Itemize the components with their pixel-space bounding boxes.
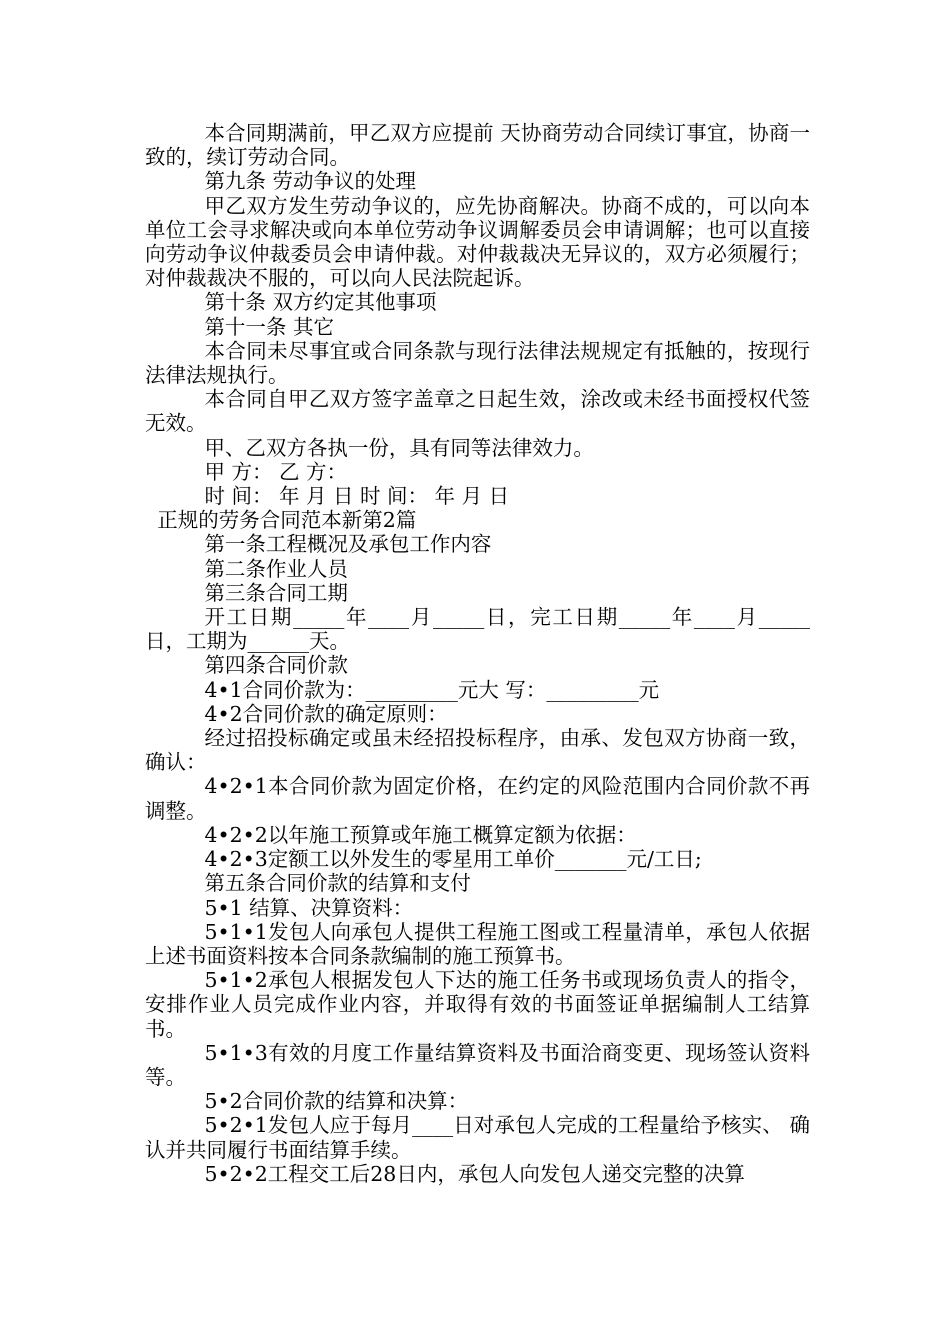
document-paragraph: 甲乙双方发生劳动争议的，应先协商解决。协商不成的，可以向本单位工会寻求解决或向本单位劳动争议调解委员会申请调解；也可以直接向劳动争议仲裁委员会申请仲裁。对仲裁裁决无异议的，双方必须履行；对仲裁裁决不服的，可以向人民法院起诉。 xyxy=(145,193,810,291)
document-paragraph: 甲、乙双方各执一份，具有同等法律效力。 xyxy=(204,435,594,460)
document-paragraph: 4•2•2以年施工预算或年施工概算定额为依据： xyxy=(204,822,637,847)
document-paragraph: 本合同期满前，甲乙双方应提前 天协商劳动合同续订事宜，协商一致的，续订劳动合同。 xyxy=(145,121,810,170)
section-heading: 正规的劳务合同范本新第2篇 xyxy=(157,508,417,533)
document-paragraph: 时 间： 年 月 日 时 间： 年 月 日 xyxy=(204,484,510,509)
document-paragraph: 5•2•2工程交工后28日内，承包人向发包人递交完整的决算 xyxy=(204,1161,745,1186)
document-paragraph: 5•1•2承包人根据发包人下达的施工任务书或现场负责人的指令，安排作业人员完成作业内容，并取得有效的书面签证单据编制人工结算书。 xyxy=(145,968,810,1041)
document-paragraph: 5•2•1发包人应于每月____日对承包人完成的工程量给予核实、 确认并共同履行书面结算手续。 xyxy=(145,1113,810,1162)
document-paragraph: 5•1 结算、决算资料： xyxy=(204,895,414,920)
document-paragraph: 开工日期_____年____月_____日，完工日期_____年____月_____日，工期为______天。 xyxy=(145,605,810,654)
document-paragraph: 第九条 劳动争议的处理 xyxy=(204,169,416,194)
document-paragraph: 本合同自甲乙双方签字盖章之日起生效，涂改或未经书面授权代签无效。 xyxy=(145,387,810,436)
document-paragraph: 第四条合同价款 xyxy=(204,653,348,678)
document-paragraph: 第十条 双方约定其他事项 xyxy=(204,290,437,315)
document-paragraph: 甲 方： 乙 方： xyxy=(204,459,347,484)
document-paragraph: 第一条工程概况及承包工作内容 xyxy=(204,532,492,557)
document-paragraph: 4•2•1本合同价款为固定价格，在约定的风险范围内合同价款不再调整。 xyxy=(145,774,810,823)
document-paragraph: 第十一条 其它 xyxy=(204,314,334,339)
document-paragraph: 本合同未尽事宜或合同条款与现行法律法规规定有抵触的，按现行法律法规执行。 xyxy=(145,338,810,388)
document-paragraph: 4•1合同价款为：_________元大 写：_________元 xyxy=(204,677,660,702)
document-body xyxy=(145,121,810,1186)
document-paragraph: 4•2合同价款的确定原则： xyxy=(204,701,448,726)
document-paragraph: 5•1•3有效的月度工作量结算资料及书面洽商变更、现场签认资料等。 xyxy=(145,1040,810,1089)
document-paragraph: 第二条作业人员 xyxy=(204,556,348,581)
document-paragraph: 5•2合同价款的结算和决算： xyxy=(204,1089,469,1114)
document-paragraph: 5•1•1发包人向承包人提供工程施工图或工程量清单，承包人依据上述书面资料按本合同条款编制的施工预算书。 xyxy=(145,919,810,968)
document-paragraph: 经过招投标确定或虽未经招投标程序，由承、发包双方协商一致，确认： xyxy=(145,726,810,775)
document-paragraph: 4•2•3定额工以外发生的零星用工单价_______元/工日; xyxy=(204,847,702,872)
document-paragraph: 第三条合同工期 xyxy=(204,580,348,605)
document-paragraph: 第五条合同价款的结算和支付 xyxy=(204,871,471,896)
